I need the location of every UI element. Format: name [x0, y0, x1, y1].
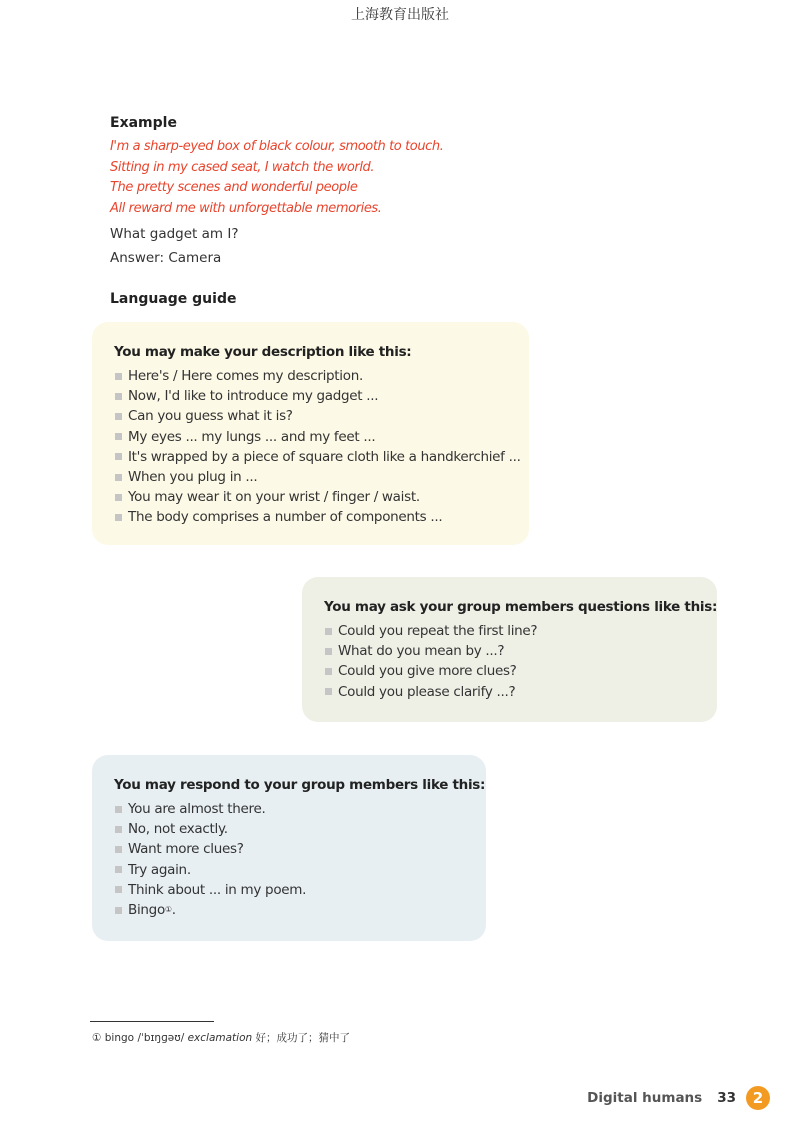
- example-question: What gadget am I?: [110, 226, 239, 242]
- square-bullet-icon: [325, 648, 332, 655]
- poem-line: I'm a sharp-eyed box of black colour, smooth to touch.: [110, 139, 444, 154]
- list-item: Think about ... in my poem.: [114, 880, 486, 900]
- question-box-title: You may ask your group members questions like this:: [324, 599, 718, 615]
- list-item: You may wear it on your wrist / finger / waist.: [114, 487, 529, 507]
- footnote: [92, 1030, 350, 1045]
- square-bullet-icon: [115, 866, 122, 873]
- list-item: No, not exactly.: [114, 819, 486, 839]
- list-item: My eyes ... my lungs ... and my feet ...: [114, 427, 529, 447]
- square-bullet-icon: [115, 806, 122, 813]
- square-bullet-icon: [115, 846, 122, 853]
- square-bullet-icon: [325, 628, 332, 635]
- footnote-divider: [90, 1021, 214, 1022]
- publisher-name: 上海教育出版社: [351, 7, 449, 23]
- square-bullet-icon: [115, 494, 122, 501]
- footnote-phonetic: /ˈbɪŋɡəʊ/: [137, 1032, 185, 1044]
- list-item: You are almost there.: [114, 799, 486, 819]
- footnote-part-of-speech: exclamation: [187, 1032, 253, 1044]
- square-bullet-icon: [115, 514, 122, 521]
- example-answer: Answer: Camera: [110, 250, 222, 266]
- square-bullet-icon: [325, 668, 332, 675]
- question-phrase-list: [324, 621, 717, 702]
- response-box-title: You may respond to your group members like this:: [114, 777, 486, 793]
- footnote-meaning: 好；成功了；猜中了: [255, 1032, 350, 1044]
- example-poem: [110, 137, 444, 219]
- description-box-title: You may make your description like this:: [114, 344, 412, 360]
- list-item: It's wrapped by a piece of square cloth like a handkerchief ...: [114, 447, 529, 467]
- language-guide-heading: Language guide: [110, 291, 237, 307]
- list-item: Here's / Here comes my description.: [114, 366, 529, 386]
- response-phrase-list: [114, 799, 486, 920]
- footnote-marker: ①: [92, 1032, 102, 1044]
- square-bullet-icon: [115, 453, 122, 460]
- square-bullet-icon: [115, 433, 122, 440]
- square-bullet-icon: [115, 826, 122, 833]
- square-bullet-icon: [115, 886, 122, 893]
- question-phrases-box: [302, 577, 717, 722]
- example-heading: Example: [110, 115, 177, 131]
- section-title: Digital humans: [587, 1090, 703, 1106]
- list-item: Could you give more clues?: [324, 661, 717, 681]
- description-phrase-list: [114, 366, 529, 528]
- list-item: Bingo ① .: [114, 900, 486, 920]
- page-footer: [587, 1086, 770, 1110]
- list-item: Try again.: [114, 860, 486, 880]
- description-phrases-box: [92, 322, 529, 545]
- square-bullet-icon: [115, 907, 122, 914]
- list-item: What do you mean by ...?: [324, 641, 717, 661]
- poem-line: All reward me with unforgettable memories.: [110, 200, 382, 216]
- square-bullet-icon: [115, 413, 122, 420]
- list-item: Can you guess what it is?: [114, 406, 529, 426]
- square-bullet-icon: [115, 373, 122, 380]
- list-item: When you plug in ...: [114, 467, 529, 487]
- list-item: Could you please clarify ...?: [324, 682, 717, 702]
- page-number: 33: [717, 1090, 736, 1106]
- poem-line: The pretty scenes and wonderful people: [110, 180, 358, 195]
- list-item: Now, I'd like to introduce my gadget ...: [114, 386, 529, 406]
- square-bullet-icon: [115, 474, 122, 481]
- list-item: Could you repeat the first line?: [324, 621, 717, 641]
- poem-line: Sitting in my cased seat, I watch the world.: [110, 159, 375, 175]
- footnote-reference[interactable]: ①: [164, 905, 172, 915]
- square-bullet-icon: [325, 688, 332, 695]
- response-phrases-box: [92, 755, 486, 941]
- list-item: Want more clues?: [114, 839, 486, 859]
- unit-badge: 2: [746, 1086, 770, 1110]
- footnote-word: bingo: [104, 1032, 135, 1044]
- list-item: The body comprises a number of components ...: [114, 507, 529, 527]
- square-bullet-icon: [115, 393, 122, 400]
